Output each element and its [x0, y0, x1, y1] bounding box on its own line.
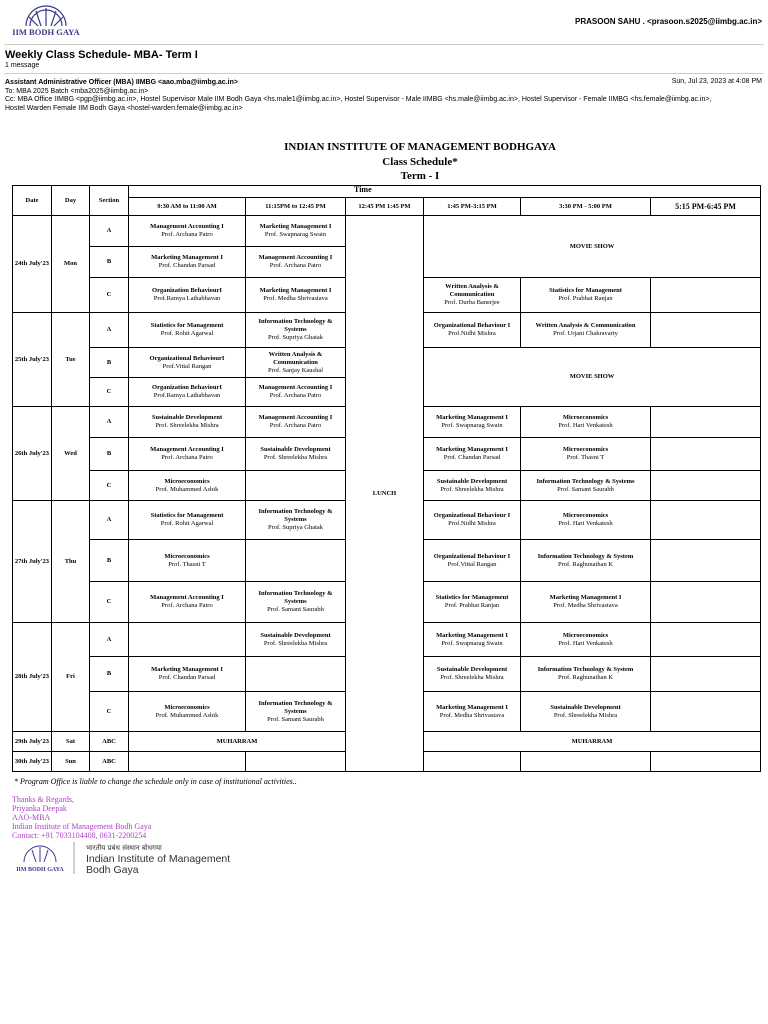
- empty-cell: [651, 692, 761, 732]
- section-cell: C: [90, 471, 129, 501]
- empty-cell: [246, 752, 346, 772]
- section-cell: B: [90, 348, 129, 378]
- class-cell: Marketing Management I Prof. Medha Shrivastava: [521, 582, 651, 623]
- email-signature: [12, 795, 151, 840]
- lunch-cell: LUNCH: [346, 216, 424, 772]
- footer-logo-hindi: भारतीय प्रबंध संस्थान बोधगया: [86, 844, 162, 852]
- signature-line: AAO-MBA: [12, 813, 51, 822]
- class-cell: Sustainable Development Prof. Shreelekha Mishra: [521, 692, 651, 732]
- empty-cell: [129, 623, 246, 657]
- class-cell: Management Accounting I Prof. Archana Patro: [246, 407, 346, 438]
- class-cell: Management Accounting I Prof. Archana Patro: [129, 216, 246, 247]
- date-cell: 29th July'23: [13, 732, 52, 752]
- schedule-title: Class Schedule*: [382, 156, 458, 168]
- header-day: Day: [52, 186, 90, 216]
- date-cell: 30th July'23: [13, 752, 52, 772]
- day-cell: Sun: [52, 752, 90, 772]
- muharram-cell: MUHARRAM: [424, 732, 761, 752]
- class-cell: Marketing Management I Prof. Swapnarag Swain: [424, 623, 521, 657]
- class-cell: Written Analysis & Communication Prof. Durba Banerjee: [424, 278, 521, 313]
- header-slot: 11:15PM to 12:45 PM: [246, 198, 346, 216]
- class-cell: Organization BehaviourI Prof.Ramya Lathabhavan: [129, 278, 246, 313]
- class-cell: Microeconomics Prof. Muhammed Ashik: [129, 692, 246, 732]
- empty-cell: [651, 657, 761, 692]
- institute-title: INDIAN INSTITUTE OF MANAGEMENT BODHGAYA: [284, 141, 556, 153]
- class-cell: Marketing Management I Prof. Swapnarag Swain: [246, 216, 346, 247]
- header-slot: 12:45 PM 1:45 PM: [346, 198, 424, 216]
- movie-show-cell: MOVIE SHOW: [424, 348, 761, 407]
- time-header-band: [129, 186, 761, 198]
- header-slot: 5:15 PM-6:45 PM: [651, 198, 761, 216]
- class-cell: Marketing Management I Prof. Medha Shrivastava: [246, 278, 346, 313]
- empty-cell: [246, 471, 346, 501]
- class-cell: Statistics for Management Prof. Rohit Agarwal: [129, 313, 246, 348]
- empty-cell: [651, 540, 761, 582]
- footer-logo-badge: IIM BODH GAYA: [16, 867, 64, 873]
- term-title: Term - I: [400, 170, 440, 182]
- account-email: PRASOON SAHU . <prasoon.s2025@iimbg.ac.in>: [575, 17, 762, 26]
- day-cell: Mon: [52, 216, 90, 313]
- class-cell: Information Technology & Systems Prof. Samant Saurabh: [246, 692, 346, 732]
- day-cell: Thu: [52, 501, 90, 623]
- class-cell: Sustainable Development Prof. Shreelekha Mishra: [424, 471, 521, 501]
- class-cell: Management Accounting I Prof. Archana Patro: [246, 378, 346, 407]
- muharram-cell: MUHARRAM: [129, 732, 346, 752]
- class-cell: Marketing Management I Prof. Chandan Parsad: [129, 247, 246, 278]
- date-cell: 24th July'23: [13, 216, 52, 313]
- class-cell: Organizational Behaviour I Prof.Nidhi Mishra: [424, 501, 521, 540]
- header-slot: 1:45 PM-3:15 PM: [424, 198, 521, 216]
- signature-line: Priyanka Deepak: [12, 804, 67, 813]
- class-cell: Written Analysis & Communication Prof. Urjani Chakravarty: [521, 313, 651, 348]
- date-cell: 26th July'23: [13, 407, 52, 501]
- class-cell: Microeconomics Prof. Thasni T: [129, 540, 246, 582]
- section-cell: C: [90, 692, 129, 732]
- divider: [4, 44, 764, 45]
- day-cell: Wed: [52, 407, 90, 501]
- signature-line: Thanks & Regards,: [12, 795, 74, 804]
- empty-cell: [129, 752, 246, 772]
- class-cell: Organizational Behaviour I Prof.Nidhi Mishra: [424, 313, 521, 348]
- class-cell: Statistics for Management Prof. Prabhat Ranjan: [424, 582, 521, 623]
- class-cell: Sustainable Development Prof. Shreelekha Mishra: [129, 407, 246, 438]
- date-cell: 25th July'23: [13, 313, 52, 407]
- empty-cell: [651, 313, 761, 348]
- class-cell: Information Technology & System Prof. Raghunathan K: [521, 657, 651, 692]
- empty-cell: [651, 471, 761, 501]
- movie-show-cell: MOVIE SHOW: [424, 216, 761, 278]
- class-cell: Statistics for Management Prof. Prabhat Ranjan: [521, 278, 651, 313]
- class-cell: Written Analysis & Communication Prof. Sanjay Kaushal: [246, 348, 346, 378]
- footer-logo-english: Indian Institute of Management: [86, 853, 231, 865]
- section-cell: A: [90, 216, 129, 247]
- section-cell: A: [90, 623, 129, 657]
- day-cell: Sat: [52, 732, 90, 752]
- class-cell: Marketing Management I Prof. Chandan Parsad: [424, 438, 521, 471]
- section-cell: ABC: [90, 732, 129, 752]
- divider: [4, 73, 764, 74]
- empty-cell: [651, 438, 761, 471]
- email-date: Sun, Jul 23, 2023 at 4:08 PM: [671, 78, 762, 85]
- empty-cell: [246, 657, 346, 692]
- section-cell: B: [90, 247, 129, 278]
- empty-cell: [651, 623, 761, 657]
- class-cell: Information Technology & Systems Prof. Supriya Ghatak: [246, 313, 346, 348]
- date-cell: 27th July'23: [13, 501, 52, 623]
- header-date: Date: [13, 186, 52, 216]
- class-cell: Organization BehaviourI Prof.Ramya Lathabhavan: [129, 378, 246, 407]
- header-section: Section: [90, 186, 129, 216]
- day-cell: Fri: [52, 623, 90, 732]
- section-cell: A: [90, 407, 129, 438]
- section-cell: B: [90, 438, 129, 471]
- class-cell: Information Technology & Systems Prof. Supriya Ghatak: [246, 501, 346, 540]
- header-slot: 9:30 AM to 11:00 AM: [129, 198, 246, 216]
- date-cell: 28th July'23: [13, 623, 52, 732]
- email-from: Assistant Administrative Officer (MBA) IIMBG <aao.mba@iimbg.ac.in>: [5, 79, 238, 86]
- class-cell: Marketing Management I Prof. Medha Shrivastava: [424, 692, 521, 732]
- email-subject: Weekly Class Schedule- MBA- Term I: [5, 49, 198, 61]
- time-label: Time: [354, 185, 372, 194]
- section-cell: A: [90, 313, 129, 348]
- iim-logo-top: [2, 2, 90, 40]
- signature-line: Indian Institute of Management Bodh Gaya: [12, 822, 152, 831]
- empty-cell: [651, 582, 761, 623]
- message-count: 1 message: [5, 62, 40, 69]
- class-cell: Marketing Management I Prof. Swapnarag Swain: [424, 407, 521, 438]
- section-cell: C: [90, 378, 129, 407]
- empty-cell: [651, 407, 761, 438]
- logo-text: IIM BODH GAYA: [12, 27, 80, 37]
- class-cell: Information Technology & Systems Prof. Samant Saurabh: [521, 471, 651, 501]
- empty-cell: [521, 752, 651, 772]
- class-cell: Microeconomics Prof. Hari Venkatesh: [521, 623, 651, 657]
- email-to: To: MBA 2025 Batch <mba2025@iimbg.ac.in>: [5, 88, 149, 95]
- day-cell: Tue: [52, 313, 90, 407]
- section-cell: B: [90, 540, 129, 582]
- class-cell: Organizational Behaviour I Prof.Vittal Rangan: [424, 540, 521, 582]
- class-cell: Microeconomics Prof. Hari Venkatesh: [521, 501, 651, 540]
- class-cell: Organizational BehaviourI Prof.Vittal Rangan: [129, 348, 246, 378]
- header-slot: 3:30 PM - 5:00 PM: [521, 198, 651, 216]
- section-cell: ABC: [90, 752, 129, 772]
- class-cell: Marketing Management I Prof. Chandan Parsad: [129, 657, 246, 692]
- empty-cell: [651, 501, 761, 540]
- empty-cell: [651, 752, 761, 772]
- class-cell: Management Accounting I Prof. Archana Patro: [129, 438, 246, 471]
- signature-line: Contact: +91 7033104408, 0631-2200254: [12, 831, 147, 840]
- section-cell: C: [90, 582, 129, 623]
- class-cell: Microeconomics Prof. Hari Venkatesh: [521, 407, 651, 438]
- class-cell: Management Accounting I Prof. Archana Patro: [129, 582, 246, 623]
- section-cell: B: [90, 657, 129, 692]
- empty-cell: [424, 752, 521, 772]
- empty-cell: [651, 278, 761, 313]
- empty-cell: [246, 540, 346, 582]
- class-cell: Information Technology & Systems Prof. Samant Saurabh: [246, 582, 346, 623]
- class-cell: Sustainable Development Prof. Shreelekha Mishra: [424, 657, 521, 692]
- iim-logo-footer: [12, 838, 252, 878]
- section-cell: C: [90, 278, 129, 313]
- class-cell: Sustainable Development Prof. Shreelekha Mishra: [246, 438, 346, 471]
- footnote: * Program Office is liable to change the schedule only in case of institutional activities..: [14, 777, 297, 786]
- class-cell: Management Accounting I Prof. Archana Patro: [246, 247, 346, 278]
- class-cell: Sustainable Development Prof. Shreelekha Mishra: [246, 623, 346, 657]
- class-cell: Information Technology & System Prof. Raghunathan K: [521, 540, 651, 582]
- schedule-table: [12, 185, 761, 772]
- class-cell: Microeconomics Prof. Muhammed Ashik: [129, 471, 246, 501]
- footer-logo-city: Bodh Gaya: [86, 864, 139, 876]
- class-cell: Statistics for Management Prof. Rohit Agarwal: [129, 501, 246, 540]
- email-cc: Cc: MBA Office IIMBG <pgp@iimbg.ac.in>, Hostel Supervisor Male IIM Bodh Gaya <hs.male1@iimbg.ac.in>, Hostel Supervisor - Male IIMBG <hs.male@iimbg.ac.in>, Hostel Supervisor - Female IIMBG <hs.female@iimbg.ac.in>, Hostel Warden Female IIM Bodh Gaya <hostel-warden.female@iimbg.ac.in>: [5, 96, 712, 112]
- section-cell: A: [90, 501, 129, 540]
- class-cell: Microeconomics Prof. Thasni T: [521, 438, 651, 471]
